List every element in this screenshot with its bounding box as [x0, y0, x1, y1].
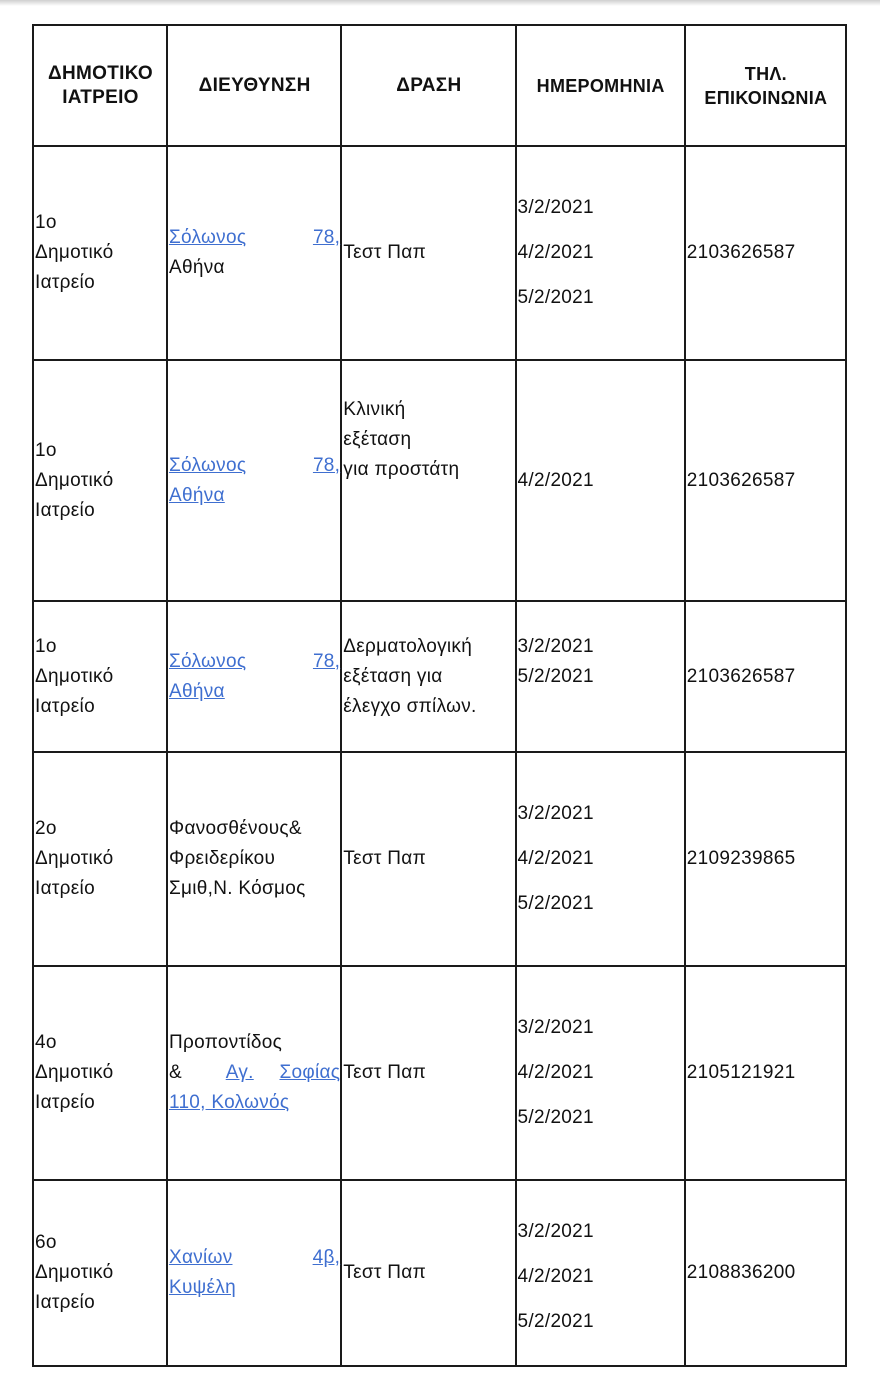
clinic-line: 1ο — [35, 439, 57, 461]
address-link-part: Σόλωνος — [168, 650, 247, 672]
address-link[interactable] — [169, 451, 340, 481]
clinic-line: Δημοτικό — [35, 469, 114, 491]
address-link-part: 78, — [312, 454, 341, 476]
address-link[interactable]: Αγ. — [225, 1062, 254, 1083]
table-row — [33, 1180, 846, 1366]
address-link-part: Χανίων — [168, 1247, 233, 1268]
clinic-line: Ιατρείο — [35, 272, 95, 293]
action-text: εξέταση — [343, 429, 412, 450]
address-link[interactable]: Κυψέλη — [168, 1277, 236, 1298]
phone-cell: 2103626587 — [685, 360, 846, 601]
address-cell — [167, 752, 341, 966]
header-address: ΔΙΕΥΘΥΝΣΗ — [167, 25, 341, 146]
clinic-line: Ιατρείο — [35, 695, 95, 717]
table-row — [33, 360, 846, 601]
clinic-cell — [33, 360, 167, 601]
action-text: Τεστ Παπ — [343, 1262, 426, 1283]
clinic-cell — [33, 146, 167, 360]
top-shadow — [0, 0, 880, 6]
date-item: 3/2/2021 — [517, 197, 594, 218]
address-cell — [167, 360, 341, 601]
phone-cell: 2105121921 — [685, 966, 846, 1180]
date-cell — [516, 360, 685, 601]
table-row — [33, 601, 846, 752]
date-cell — [516, 146, 685, 360]
address-link[interactable] — [169, 1243, 340, 1273]
action-text: Τεστ Παπ — [343, 848, 426, 869]
clinic-line: 6ο — [35, 1232, 57, 1253]
action-cell — [341, 752, 515, 966]
clinic-cell — [33, 1180, 167, 1366]
table-header-row — [33, 25, 846, 146]
address-cell — [167, 601, 341, 752]
clinic-schedule-table — [32, 24, 847, 1367]
date-item: 5/2/2021 — [517, 1311, 594, 1332]
address-text: Φανοσθένους& — [168, 818, 302, 839]
address-link-part: 78, — [312, 227, 341, 248]
date-item: 3/2/2021 — [517, 1221, 594, 1242]
address-text: Φρειδερίκου — [168, 848, 276, 869]
action-text: εξέταση για — [343, 665, 443, 687]
header-phone: ΤΗΛ. ΕΠΙΚΟΙΝΩΝΙΑ — [685, 25, 846, 146]
date-item: 5/2/2021 — [517, 1107, 594, 1128]
clinic-cell — [33, 966, 167, 1180]
clinic-line: Δημοτικό — [35, 665, 114, 687]
address-cell — [167, 966, 341, 1180]
clinic-line: 1ο — [35, 212, 57, 233]
action-cell — [341, 146, 515, 360]
date-item: 4/2/2021 — [517, 1266, 594, 1287]
address-link[interactable] — [169, 223, 340, 253]
phone-cell: 2108836200 — [685, 1180, 846, 1366]
clinic-line: 1ο — [35, 635, 57, 657]
date-cell — [516, 752, 685, 966]
clinic-cell — [33, 752, 167, 966]
action-text: Κλινική — [343, 399, 406, 420]
table-row — [33, 146, 846, 360]
date-cell — [516, 1180, 685, 1366]
date-item: 3/2/2021 — [517, 636, 594, 657]
clinic-line: Ιατρείο — [35, 878, 95, 899]
table-row — [33, 752, 846, 966]
clinic-line: Δημοτικό — [35, 242, 114, 263]
address-link[interactable]: 110, Κολωνός — [168, 1092, 290, 1113]
clinic-cell — [33, 601, 167, 752]
action-text: για προστάτη — [343, 459, 460, 480]
address-line — [169, 1058, 340, 1088]
clinic-line: Δημοτικό — [35, 848, 114, 869]
date-item: 4/2/2021 — [517, 469, 594, 491]
address-text: Προποντίδος — [168, 1032, 283, 1053]
address-link[interactable]: Αθήνα — [168, 484, 225, 506]
date-item: 5/2/2021 — [517, 287, 594, 308]
address-link-part: Σόλωνος — [168, 454, 247, 476]
action-text: Δερματολογική — [343, 635, 473, 657]
date-item: 3/2/2021 — [517, 803, 594, 824]
date-cell — [516, 601, 685, 752]
clinic-line: Δημοτικό — [35, 1062, 114, 1083]
address-text: Αθήνα — [168, 257, 225, 278]
date-cell — [516, 966, 685, 1180]
date-item: 4/2/2021 — [517, 242, 594, 263]
address-cell — [167, 1180, 341, 1366]
action-text: Τεστ Παπ — [343, 242, 426, 263]
phone-cell: 2103626587 — [685, 601, 846, 752]
address-text: Σμιθ,Ν. Κόσμος — [168, 878, 306, 899]
date-item: 4/2/2021 — [517, 848, 594, 869]
address-text: & — [168, 1062, 182, 1083]
action-cell — [341, 966, 515, 1180]
clinic-line: 4ο — [35, 1032, 57, 1053]
address-link-part: 4β, — [312, 1247, 341, 1268]
date-item: 5/2/2021 — [517, 893, 594, 914]
header-clinic: ΔΗΜΟΤΙΚΟ ΙΑΤΡΕΙΟ — [33, 25, 167, 146]
address-link[interactable]: Σοφίας — [279, 1062, 341, 1083]
clinic-line: Ιατρείο — [35, 1292, 95, 1313]
address-cell — [167, 146, 341, 360]
clinic-line: Δημοτικό — [35, 1262, 114, 1283]
action-cell — [341, 1180, 515, 1366]
clinic-line: 2ο — [35, 818, 57, 839]
action-text: Τεστ Παπ — [343, 1062, 426, 1083]
clinic-line: Ιατρείο — [35, 1092, 95, 1113]
phone-cell: 2103626587 — [685, 146, 846, 360]
address-link-part: Σόλωνος — [168, 227, 247, 248]
action-text: έλεγχο σπίλων. — [343, 695, 477, 717]
address-link[interactable]: Αθήνα — [168, 680, 225, 702]
address-link[interactable] — [169, 647, 340, 677]
header-date: ΗΜΕΡΟΜΗΝΙΑ — [516, 25, 685, 146]
phone-cell: 2109239865 — [685, 752, 846, 966]
header-action: ΔΡΑΣΗ — [341, 25, 515, 146]
date-item: 4/2/2021 — [517, 1062, 594, 1083]
date-item: 3/2/2021 — [517, 1017, 594, 1038]
table-row — [33, 966, 846, 1180]
address-link-part: 78, — [312, 650, 341, 672]
clinic-line: Ιατρείο — [35, 499, 95, 521]
action-cell — [341, 360, 515, 601]
action-cell — [341, 601, 515, 752]
date-item: 5/2/2021 — [517, 666, 594, 687]
